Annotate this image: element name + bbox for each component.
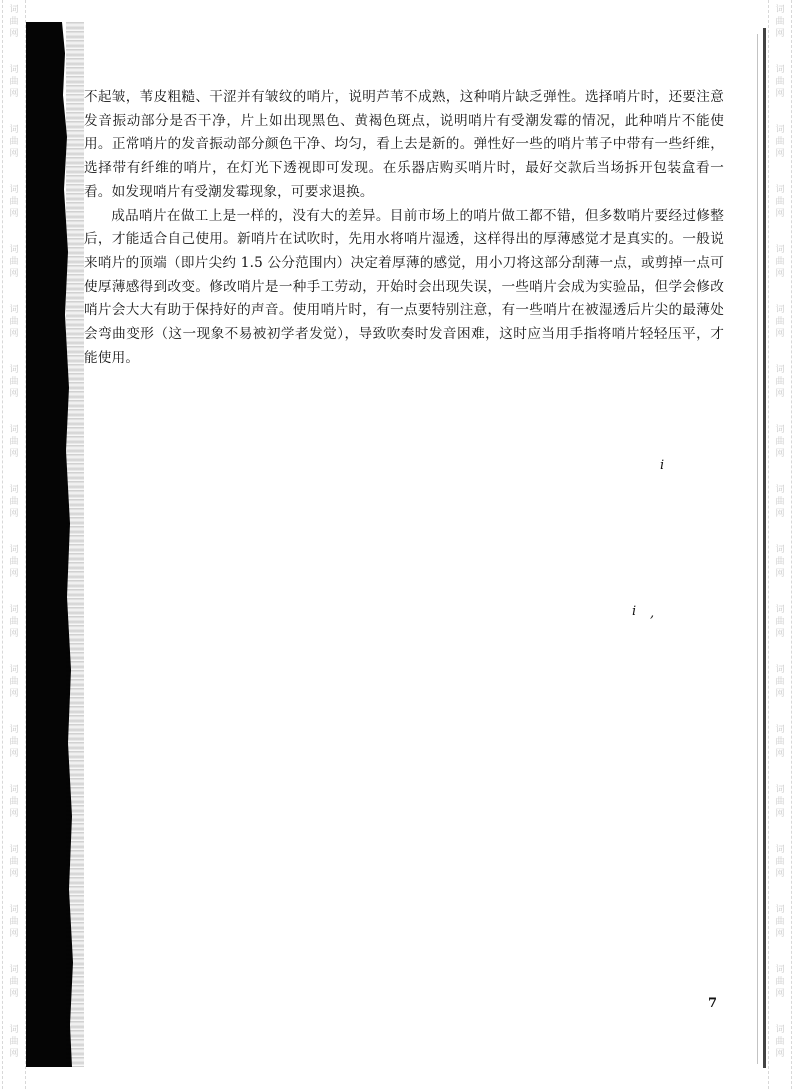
watermark-unit — [3, 1020, 25, 1080]
watermark-char: 曲 — [9, 77, 19, 87]
watermark-char: 词 — [9, 785, 19, 795]
watermark-char: 词 — [9, 305, 19, 315]
body-text — [84, 86, 724, 370]
watermark-char: 曲 — [9, 617, 19, 627]
watermark-char: 词 — [775, 905, 785, 915]
watermark-char: 网 — [9, 209, 19, 219]
watermark-unit — [769, 540, 791, 600]
watermark-char: 曲 — [9, 557, 19, 567]
watermark-char: 词 — [9, 365, 19, 375]
watermark-char: 网 — [775, 569, 785, 579]
watermark-char: 网 — [775, 329, 785, 339]
watermark-unit — [769, 480, 791, 540]
watermark-char: 词 — [9, 245, 19, 255]
paragraph-2: 成品哨片在做工上是一样的，没有大的差异。目前市场上的哨片做工都不错，但多数哨片要经过修整后，才能适合自己使用。新哨片在试吹时，先用水将哨片湿透，这样得出的厚薄感觉才是真实的。一般说来哨片的顶端（即片尖约 1.5 公分范围内）决定着厚薄的感觉，用小刀将这部分刮薄一点，或剪掉一点可使厚薄感得到改变。修改哨片是一种手工劳动，开始时会出现失误，一些哨片会成为实验品，但学会修改哨片会大大有助于保持好的声音。使用哨片时，有一点要特别注意，有一些哨片在被湿透后片尖的最薄处会弯曲变形（这一现象不易被初学者发觉），导致吹奏时发音困难，这时应当用手指将哨片轻轻压平，才能使用。 — [84, 207, 724, 366]
watermark-char: 词 — [775, 1025, 785, 1035]
watermark-char: 曲 — [9, 497, 19, 507]
watermark-char: 曲 — [9, 917, 19, 927]
watermark-char: 曲 — [9, 437, 19, 447]
watermark-char: 曲 — [9, 317, 19, 327]
watermark-unit — [769, 420, 791, 480]
watermark-char: 词 — [775, 125, 785, 135]
watermark-unit — [769, 360, 791, 420]
watermark-char: 词 — [775, 185, 785, 195]
watermark-char: 曲 — [9, 977, 19, 987]
stray-mark: , — [650, 606, 655, 621]
watermark-char: 词 — [9, 725, 19, 735]
watermark-unit — [3, 300, 25, 360]
watermark-unit — [3, 540, 25, 600]
watermark-char: 曲 — [775, 857, 785, 867]
watermark-char: 词 — [775, 485, 785, 495]
watermark-char: 曲 — [9, 137, 19, 147]
watermark-char: 曲 — [9, 857, 19, 867]
watermark-unit — [769, 600, 791, 660]
watermark-unit — [3, 720, 25, 780]
watermark-char: 曲 — [775, 257, 785, 267]
watermark-char: 网 — [9, 629, 19, 639]
watermark-char: 网 — [775, 869, 785, 879]
watermark-char: 词 — [9, 845, 19, 855]
watermark-strip-left — [2, 0, 26, 1089]
watermark-char: 曲 — [9, 257, 19, 267]
watermark-char: 网 — [775, 29, 785, 39]
watermark-char: 曲 — [775, 497, 785, 507]
watermark-char: 词 — [775, 5, 785, 15]
watermark-unit — [3, 60, 25, 120]
watermark-unit — [3, 840, 25, 900]
watermark-char: 词 — [775, 245, 785, 255]
watermark-char: 词 — [775, 425, 785, 435]
watermark-char: 曲 — [775, 77, 785, 87]
watermark-char: 网 — [9, 389, 19, 399]
watermark-char: 网 — [775, 989, 785, 999]
watermark-unit — [769, 60, 791, 120]
watermark-unit — [3, 240, 25, 300]
watermark-char: 网 — [775, 749, 785, 759]
watermark-char: 网 — [9, 689, 19, 699]
watermark-char: 词 — [9, 665, 19, 675]
watermark-unit — [3, 480, 25, 540]
paragraph-1: 不起皱，苇皮粗糙、干涩并有皱纹的哨片，说明芦苇不成熟，这种哨片缺乏弹性。选择哨片时，还要注意发音振动部分是否干净，片上如出现黑色、黄褐色斑点，说明哨片有受潮发霉的情况，此种哨片不能使用。正常哨片的发音振动部分颜色干净、均匀，看上去是新的。弹性好一些的哨片苇子中带有一些纤维，选择带有纤维的哨片，在灯光下透视即可发现。在乐器店购买哨片时，最好交款后当场拆开包装盒看一看。如发现哨片有受潮发霉现象，可要求退换。 — [84, 89, 724, 200]
watermark-char: 曲 — [775, 977, 785, 987]
watermark-char: 网 — [9, 569, 19, 579]
watermark-char: 词 — [9, 5, 19, 15]
watermark-unit — [3, 0, 25, 60]
watermark-char: 网 — [775, 89, 785, 99]
watermark-char: 词 — [9, 545, 19, 555]
watermark-char: 网 — [775, 149, 785, 159]
watermark-char: 网 — [775, 1049, 785, 1059]
watermark-char: 词 — [775, 785, 785, 795]
scan-edge-noise — [66, 22, 84, 1067]
watermark-char: 曲 — [775, 197, 785, 207]
watermark-char: 词 — [9, 425, 19, 435]
scan-right-edge-line — [763, 28, 766, 1068]
watermark-char: 网 — [9, 269, 19, 279]
scan-right-edge-faint-line — [757, 34, 758, 1064]
watermark-unit — [769, 1020, 791, 1080]
watermark-char: 曲 — [9, 737, 19, 747]
watermark-unit — [3, 780, 25, 840]
watermark-char: 词 — [775, 725, 785, 735]
watermark-char: 词 — [775, 365, 785, 375]
watermark-char: 网 — [775, 389, 785, 399]
watermark-char: 网 — [9, 29, 19, 39]
watermark-char: 曲 — [775, 137, 785, 147]
watermark-char: 曲 — [775, 317, 785, 327]
watermark-char: 网 — [9, 89, 19, 99]
watermark-char: 网 — [775, 809, 785, 819]
watermark-strip-right — [768, 0, 792, 1089]
watermark-char: 曲 — [9, 677, 19, 687]
stray-mark: i — [632, 604, 637, 619]
watermark-char: 网 — [9, 989, 19, 999]
watermark-unit — [769, 660, 791, 720]
watermark-char: 词 — [9, 605, 19, 615]
watermark-unit — [769, 300, 791, 360]
watermark-char: 网 — [775, 449, 785, 459]
watermark-unit — [3, 420, 25, 480]
watermark-char: 网 — [9, 749, 19, 759]
watermark-char: 词 — [775, 545, 785, 555]
watermark-char: 词 — [775, 605, 785, 615]
watermark-char: 曲 — [775, 677, 785, 687]
stray-mark: i — [660, 458, 665, 473]
watermark-char: 曲 — [775, 917, 785, 927]
watermark-char: 词 — [9, 965, 19, 975]
watermark-char: 网 — [9, 869, 19, 879]
watermark-char: 曲 — [9, 1037, 19, 1047]
watermark-char: 曲 — [775, 17, 785, 27]
watermark-unit — [769, 720, 791, 780]
watermark-char: 网 — [9, 509, 19, 519]
watermark-char: 曲 — [9, 797, 19, 807]
watermark-char: 网 — [775, 269, 785, 279]
watermark-char: 网 — [9, 929, 19, 939]
watermark-char: 词 — [775, 665, 785, 675]
watermark-char: 词 — [9, 485, 19, 495]
watermark-unit — [769, 180, 791, 240]
watermark-char: 词 — [775, 965, 785, 975]
watermark-char: 曲 — [9, 17, 19, 27]
watermark-char: 曲 — [9, 197, 19, 207]
watermark-unit — [3, 120, 25, 180]
watermark-unit — [769, 240, 791, 300]
watermark-char: 词 — [775, 845, 785, 855]
watermark-char: 词 — [9, 1025, 19, 1035]
watermark-char: 网 — [9, 809, 19, 819]
watermark-char: 词 — [9, 185, 19, 195]
watermark-char: 曲 — [775, 437, 785, 447]
watermark-char: 词 — [9, 125, 19, 135]
watermark-unit — [3, 660, 25, 720]
watermark-unit — [3, 600, 25, 660]
watermark-char: 网 — [9, 149, 19, 159]
watermark-char: 曲 — [775, 737, 785, 747]
watermark-unit — [769, 960, 791, 1020]
watermark-unit — [769, 900, 791, 960]
watermark-unit — [3, 360, 25, 420]
watermark-unit — [3, 960, 25, 1020]
watermark-char: 词 — [9, 65, 19, 75]
watermark-unit — [3, 180, 25, 240]
watermark-char: 曲 — [775, 1037, 785, 1047]
watermark-char: 曲 — [775, 617, 785, 627]
watermark-char: 网 — [775, 509, 785, 519]
watermark-char: 词 — [775, 65, 785, 75]
watermark-unit — [769, 780, 791, 840]
watermark-char: 网 — [775, 209, 785, 219]
watermark-unit — [769, 0, 791, 60]
watermark-char: 词 — [775, 305, 785, 315]
watermark-char: 曲 — [775, 797, 785, 807]
watermark-char: 曲 — [775, 377, 785, 387]
watermark-char: 网 — [775, 629, 785, 639]
watermark-char: 网 — [9, 329, 19, 339]
watermark-unit — [3, 900, 25, 960]
watermark-char: 网 — [775, 689, 785, 699]
page-number: 7 — [708, 996, 718, 1011]
watermark-char: 网 — [9, 1049, 19, 1059]
watermark-char: 曲 — [9, 377, 19, 387]
watermark-char: 词 — [9, 905, 19, 915]
watermark-unit — [769, 120, 791, 180]
watermark-char: 网 — [775, 929, 785, 939]
watermark-unit — [769, 840, 791, 900]
watermark-char: 曲 — [775, 557, 785, 567]
watermark-char: 网 — [9, 449, 19, 459]
